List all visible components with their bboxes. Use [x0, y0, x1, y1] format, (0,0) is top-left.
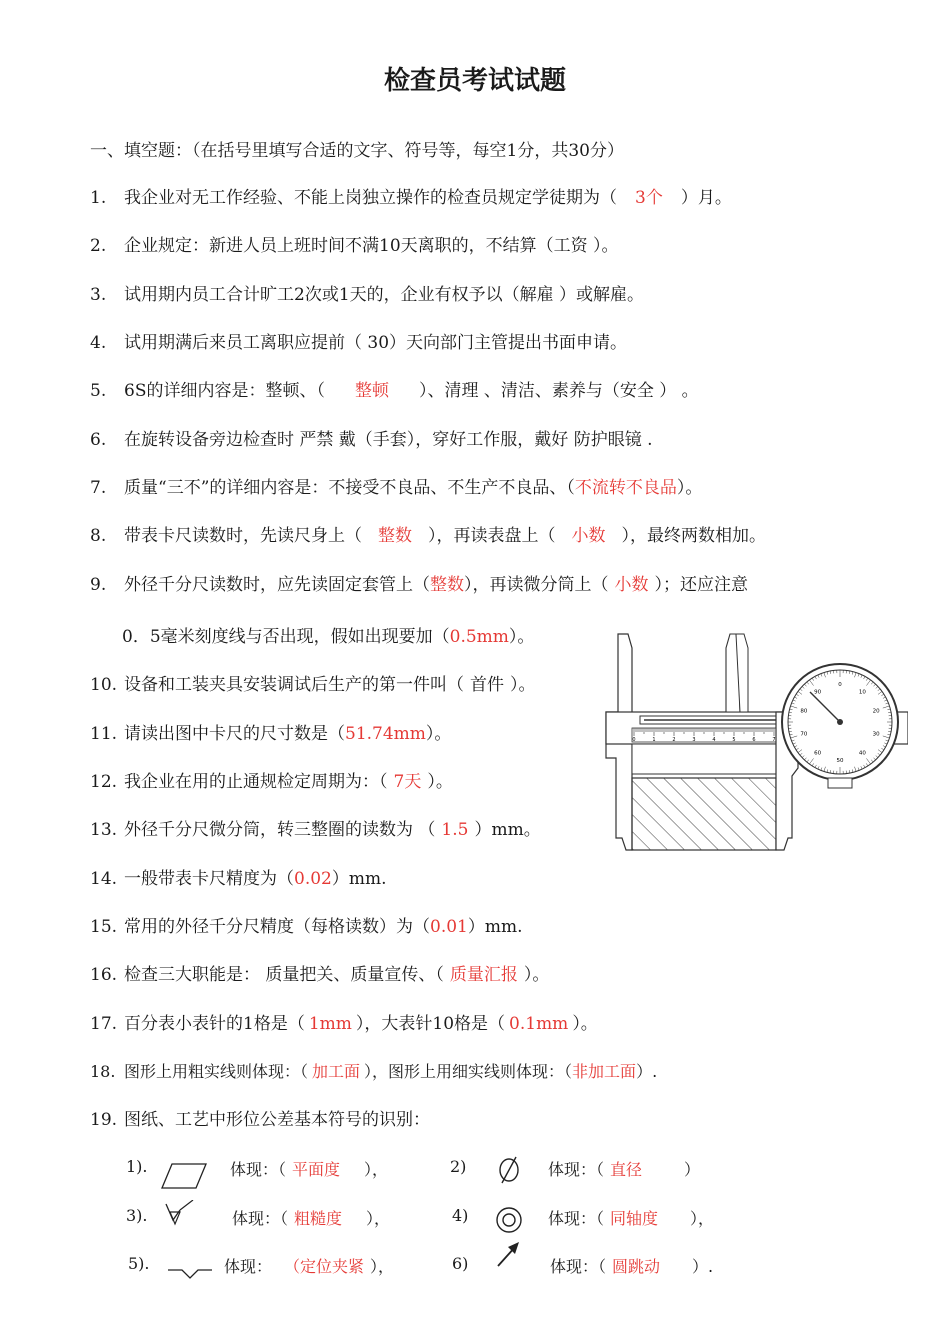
answer-1: 3个: [635, 188, 663, 208]
question-7: 7. 质量“三不”的详细内容是：不接受不良品、不生产不良品、（不流转不良品）。: [90, 478, 703, 498]
scale-number: 0: [632, 737, 636, 743]
question-2: 2. 企业规定：新进人员上班时间不满10天离职的，不结算（工资 ）。: [90, 236, 619, 256]
scale-number: 2: [672, 737, 676, 743]
answer-9c: 0.5mm: [449, 627, 509, 647]
question-16: 16. 检查三大职能是： 质量把关、质量宣传、（ 质量汇报 ）。: [90, 965, 550, 985]
question-6: 6. 在旋转设备旁边检查时 严禁 戴（手套），穿好工作服，戴好 防护眼镜 .: [90, 430, 653, 450]
dial-number: 90: [814, 689, 822, 696]
symbol-answer-3: 体现：（ 粗糙度 ），: [232, 1209, 391, 1228]
symbol-answer-2: 体现：（ 直径 ）: [548, 1160, 701, 1179]
symbol-index-1: 1).: [126, 1157, 148, 1176]
diameter-symbol-icon: [494, 1153, 524, 1187]
question-4: 4. 试用期满后来员工离职应提前（ 30）天向部门主管提出书面申请。: [90, 333, 628, 353]
page-title: 检查员考试试题: [383, 66, 566, 96]
roughness-symbol-icon: [163, 1200, 203, 1232]
answer-8a: 整数: [378, 526, 412, 546]
dial-number: 40: [858, 750, 866, 757]
symbol-index-5: 5).: [128, 1254, 150, 1273]
dial-number: 0: [838, 682, 842, 688]
question-13: 13. 外径千分尺微分筒，转三整圈的读数为 （ 1.5 ）mm。: [90, 820, 541, 840]
question-14: 14. 一般带表卡尺精度为（0.02）mm.: [90, 869, 387, 889]
answer-9a: 整数: [430, 575, 464, 595]
symbol-answer-5: 体现： （定位夹紧 ），: [224, 1257, 395, 1276]
scale-number: 3: [692, 737, 696, 743]
symbol-index-4: 4): [452, 1206, 469, 1225]
answer-10: 首件: [470, 675, 504, 695]
question-18: 18. 图形上用粗实线则体现：（ 加工面 ），图形上用细实线则体现：（非加工面）.: [90, 1062, 658, 1081]
dial-number: 10: [858, 689, 866, 696]
scale-number: 1: [652, 737, 656, 743]
answer-17a: 1mm: [308, 1014, 352, 1034]
dial-number: 30: [872, 731, 880, 738]
symbol-answer-1: 体现：（ 平面度 ），: [230, 1160, 389, 1179]
dial-number: 60: [814, 750, 822, 757]
answer-18b: 非加工面: [572, 1062, 637, 1081]
scale-number: 6: [752, 737, 756, 743]
answer-12: 7天: [393, 772, 422, 792]
symbol-answer-4: 体现：（ 同轴度 ），: [548, 1209, 715, 1228]
dial-number: 80: [800, 708, 808, 715]
answer-13: 1.5: [441, 820, 469, 840]
question-19: 19. 图纸、工艺中形位公差基本符号的识别：: [90, 1110, 430, 1130]
answer-15: 0.01: [430, 917, 468, 937]
question-8: 8. 带表卡尺读数时，先读尺身上（ 整数 ），再读表盘上（ 小数 ），最终两数相加。: [90, 526, 766, 546]
section-heading: 一、填空题：（在括号里填写合适的文字、符号等，每空1分，共30分）: [90, 141, 624, 161]
answer-14: 0.02: [294, 869, 332, 889]
question-3: 3. 试用期内员工合计旷工2次或1天的，企业有权予以（解雇 ）或解雇。: [90, 285, 645, 305]
question-10: 10. 设备和工装夹具安装调试后生产的第一件叫（ 首件 ）。: [90, 675, 536, 695]
question-17: 17. 百分表小表针的1格是（ 1mm ），大表针10格是（ 0.1mm ）。: [90, 1014, 598, 1034]
symbol-index-3: 3).: [126, 1206, 148, 1225]
symbol-index-6: 6): [452, 1254, 469, 1273]
scale-number: 4: [712, 737, 716, 743]
scale-number: 5: [732, 737, 736, 743]
caliper-figure-icon: [598, 628, 908, 860]
answer-9b: 小数: [614, 575, 649, 595]
concentricity-symbol-icon: [494, 1205, 524, 1235]
symbol-answer-6: 体现：（ 圆跳动 ）.: [550, 1257, 714, 1276]
answer-5: 整顿: [354, 381, 389, 401]
answer-17b: 0.1mm: [509, 1014, 569, 1034]
flatness-symbol-icon: [160, 1160, 210, 1190]
question-9: 9. 外径千分尺读数时，应先读固定套管上（整数），再读微分筒上（ 小数 ）；还应注意: [90, 575, 748, 595]
question-1: 1. 我企业对无工作经验、不能上岗独立操作的检查员规定学徒期为（ 3个 ）月。: [90, 188, 732, 208]
answer-8b: 小数: [571, 526, 606, 546]
locating-clamp-symbol-icon: [166, 1262, 214, 1282]
question-11: 11. 请读出图中卡尺的尺寸数是（51.74mm）。: [90, 724, 452, 744]
answer-18a: 加工面: [312, 1062, 361, 1081]
answer-16: 质量汇报: [449, 965, 518, 985]
question-9-continued: 0．5毫米刻度线与否出现，假如出现要加（0.5mm）。: [122, 627, 535, 647]
symbol-index-2: 2): [450, 1157, 467, 1176]
circular-runout-symbol-icon: [494, 1240, 524, 1270]
question-5: 5. 6S的详细内容是：整顿、（ 整顿 ）、清理 、清洁、素养与（安全 ） 。: [90, 381, 699, 401]
dial-number: 50: [836, 758, 844, 764]
question-15: 15. 常用的外径千分尺精度（每格读数）为（0.01）mm.: [90, 917, 523, 937]
dial-number: 20: [872, 708, 880, 715]
answer-7: 不流转不良品: [574, 478, 677, 498]
question-12: 12. 我企业在用的止通规检定周期为：（ 7天 ）。: [90, 772, 453, 792]
scale-number: 7: [772, 737, 776, 743]
answer-11: 51.74mm: [345, 724, 426, 744]
dial-number: 70: [800, 731, 808, 738]
